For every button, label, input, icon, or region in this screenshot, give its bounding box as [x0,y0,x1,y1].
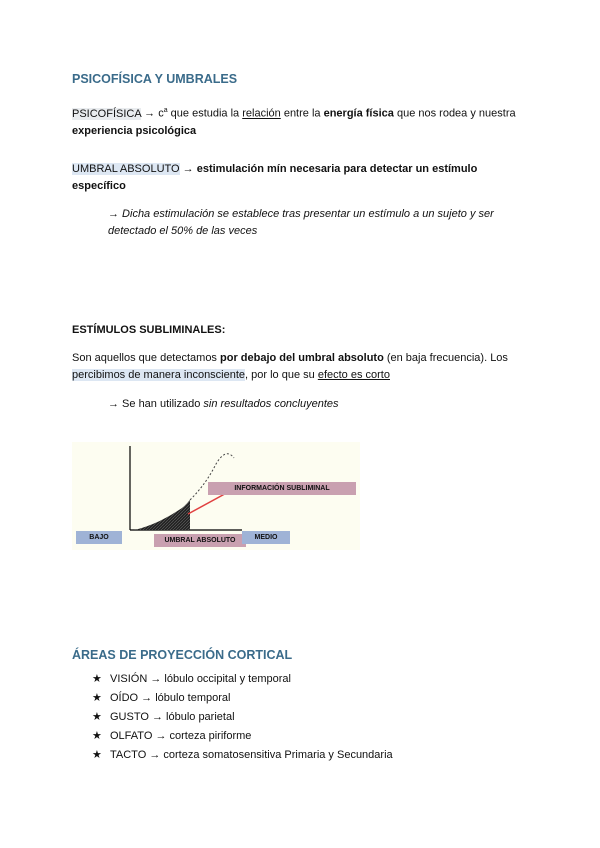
list-item [92,746,393,765]
star-bullet-icon: ★ [92,730,102,742]
star-bullet-icon: ★ [92,711,102,723]
term-psicofisica: PSICOFÍSICA [72,107,142,120]
star-bullet-icon: ★ [92,749,102,761]
text: que nos rodea y nuestra [393,107,516,120]
cortical-areas-list [92,670,393,765]
list-item [92,689,393,708]
bold-energia-fisica: energía física [323,107,394,120]
underlined-efecto-corto: efecto es corto [317,369,390,381]
star-bullet-icon: ★ [92,673,102,685]
bold-umbral-definition: estimulación mín necesaria para detectar un estímulo específico [72,163,478,192]
list-item-text: OÍDO → lóbulo temporal [110,692,231,704]
subliminal-area [134,500,190,530]
label-umbral-absoluto: UMBRAL ABSOLUTO [154,534,246,547]
bold-debajo-umbral: por debajo del umbral absoluto [220,352,384,364]
superscript: a [163,107,168,114]
term-umbral-absoluto: UMBRAL ABSOLUTO [72,163,180,175]
underlined-relacion: relación [242,107,281,120]
bold-experiencia: experiencia psicológica [72,124,197,137]
list-item-text: OLFATO → corteza piriforme [110,730,252,742]
section-title-estimulos: ESTÍMULOS SUBLIMINALES: [72,324,226,336]
threshold-figure [72,442,360,550]
label-bajo: BAJO [76,531,122,544]
list-item-text: GUSTO → lóbulo parietal [110,711,235,723]
note-estimulacion: → Dicha estimulación se establece tras presentar un estímulo a un sujeto y ser detectado el 50% de las veces [108,208,494,237]
list-item-text: VISIÓN → lóbulo occipital y temporal [110,673,291,685]
text: Son aquellos que detectamos [72,352,220,364]
definition-umbral-absoluto [72,161,502,195]
note-resultados [108,396,339,413]
list-item [92,727,393,746]
list-item-text: TACTO → corteza somatosensitiva Primaria y Secundaria [110,749,393,761]
text: → c [141,107,164,120]
text: que estudia la [167,107,243,120]
list-item [92,670,393,689]
section-title-psicofisica: PSICOFÍSICA Y UMBRALES [72,72,238,86]
text: (en baja frecuencia). Los [383,352,508,364]
arrow-text: → [179,163,197,175]
italic-sin-resultados: sin resultados concluyentes [203,398,339,410]
paragraph-subliminales [72,350,532,384]
star-bullet-icon: ★ [92,692,102,704]
list-item [92,708,393,727]
text: , por lo que su [245,369,318,381]
section-title-areas: ÁREAS DE PROYECCIÓN CORTICAL [72,648,293,662]
label-medio: MEDIO [242,531,290,544]
label-informacion-subliminal: INFORMACIÓN SUBLIMINAL [208,482,356,495]
highlight-inconsciente: percibimos de manera inconsciente [72,369,246,381]
definition-psicofisica [72,102,532,140]
text: entre la [280,107,324,120]
text: → Se han utilizado [108,398,204,410]
